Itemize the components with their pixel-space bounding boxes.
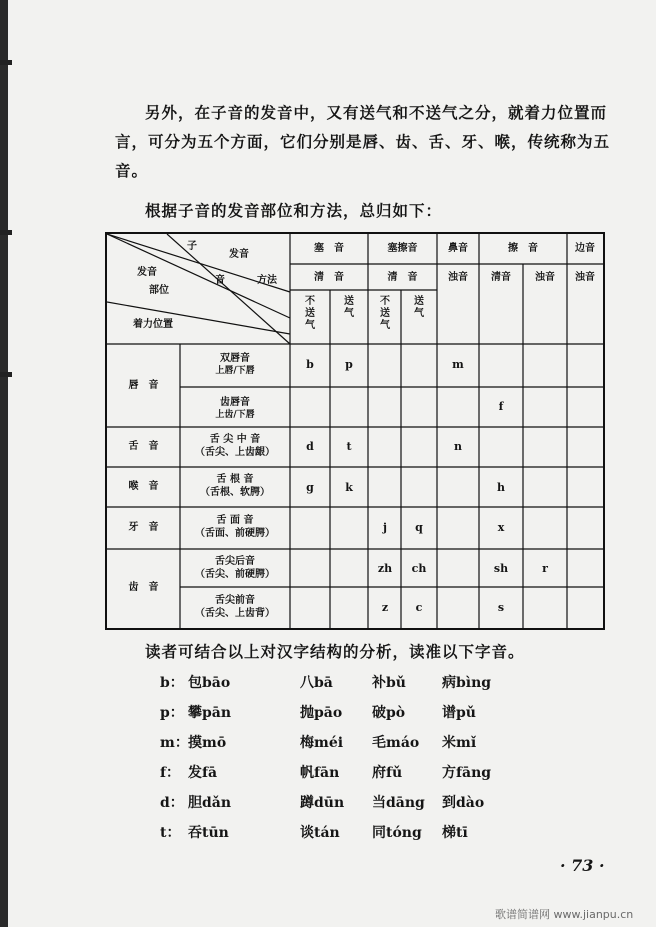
binding-mark bbox=[0, 372, 12, 377]
aspiration-aspirated-2: 送气 bbox=[414, 296, 424, 319]
place-sub: （舌尖、上齿背） bbox=[195, 608, 275, 619]
letter-b: b bbox=[306, 358, 314, 371]
example-word: 帆fān bbox=[300, 765, 340, 781]
header-lateral: 边音 bbox=[575, 243, 595, 254]
example-word: 到dào bbox=[442, 795, 485, 811]
sub-voiced-nasal: 浊音 bbox=[448, 272, 468, 283]
corner-fayin: 发音 bbox=[229, 249, 249, 260]
place-palatal bbox=[180, 514, 290, 540]
group-throat: 喉 音 bbox=[128, 481, 159, 492]
place-sub: （舌尖、上齿龈） bbox=[195, 447, 275, 458]
place-bilabial bbox=[180, 352, 290, 378]
letter-ch: ch bbox=[411, 562, 427, 575]
example-letter: b： bbox=[160, 675, 184, 691]
place-main: 双唇音 bbox=[220, 353, 250, 364]
example-word: 发fā bbox=[188, 765, 218, 781]
aspiration-unaspirated-1: 不送气 bbox=[305, 296, 315, 331]
example-word: 吞tūn bbox=[188, 825, 229, 841]
letter-s: s bbox=[497, 601, 505, 614]
place-velar bbox=[180, 473, 290, 499]
example-word: 梯tī bbox=[442, 825, 468, 841]
place-retroflex bbox=[180, 555, 290, 581]
letter-f: f bbox=[498, 400, 504, 413]
binding-edge bbox=[0, 0, 8, 927]
intro-paragraph: 另外，在子音的发音中，又有送气和不送气之分，就着力位置而言，可分为五个方面，它们分别是唇、齿、舌、牙、喉，传统称为五音。 bbox=[115, 103, 611, 180]
example-letter: d： bbox=[160, 795, 184, 811]
example-word: 胆dǎn bbox=[188, 795, 232, 811]
example-word: 谈tán bbox=[300, 825, 340, 841]
reader-instruction: 读者可结合以上对汉字结构的分析，读准以下字音。 bbox=[145, 642, 525, 661]
corner-yin: 音 bbox=[215, 275, 225, 286]
letter-n: n bbox=[454, 440, 462, 453]
example-word: 病bìng bbox=[442, 675, 492, 691]
example-letter: f： bbox=[160, 765, 181, 781]
corner-zhuoli: 着力位置 bbox=[133, 319, 173, 330]
place-main: 舌尖前音 bbox=[215, 595, 255, 606]
corner-fangfa: 方法 bbox=[257, 275, 277, 286]
example-word: 破pò bbox=[372, 705, 406, 721]
example-word: 谱pǔ bbox=[442, 705, 476, 721]
example-word: 包bāo bbox=[188, 675, 231, 691]
example-word: 攀pān bbox=[188, 705, 232, 721]
group-teeth: 齿 音 bbox=[128, 582, 159, 593]
example-letter: m： bbox=[160, 735, 189, 751]
place-main: 舌 面 音 bbox=[216, 515, 254, 526]
place-apical-mid bbox=[180, 433, 290, 459]
place-dental bbox=[180, 594, 290, 620]
letter-sh: sh bbox=[493, 562, 509, 575]
header-plosive: 塞 音 bbox=[314, 243, 344, 254]
place-sub: （舌尖、前硬腭） bbox=[195, 569, 275, 580]
place-sub: 上唇/下唇 bbox=[215, 366, 255, 376]
letter-p: p bbox=[345, 358, 353, 371]
letter-x: x bbox=[497, 521, 505, 534]
example-word: 米mǐ bbox=[442, 735, 477, 751]
letter-h: h bbox=[497, 481, 505, 494]
sub-voiceless-plosive: 清 音 bbox=[314, 272, 344, 283]
sub-voiceless-fricative: 清音 bbox=[491, 272, 511, 283]
place-main: 舌 尖 中 音 bbox=[209, 434, 261, 445]
binding-mark bbox=[0, 60, 12, 65]
letter-k: k bbox=[345, 481, 353, 494]
example-word: 同tóng bbox=[372, 825, 422, 841]
place-sub: （舌面、前硬腭） bbox=[195, 528, 275, 539]
header-nasal: 鼻音 bbox=[448, 243, 468, 254]
watermark: 歌谱简谱网 www.jianpu.cn bbox=[495, 908, 634, 921]
group-molar: 牙 音 bbox=[128, 522, 159, 533]
example-word: 梅méi bbox=[300, 735, 344, 751]
sub-voiced-lateral: 浊音 bbox=[575, 272, 595, 283]
letter-j: j bbox=[383, 521, 387, 534]
letter-z: z bbox=[381, 601, 389, 614]
example-word: 府fǔ bbox=[372, 765, 403, 781]
letter-d: d bbox=[306, 440, 314, 453]
place-sub: 上齿/下唇 bbox=[215, 410, 255, 420]
letter-zh: zh bbox=[377, 562, 393, 575]
letter-g: g bbox=[306, 481, 314, 494]
example-word: 摸mō bbox=[188, 735, 227, 751]
header-fricative: 擦 音 bbox=[508, 243, 538, 254]
sub-voiceless-affricate: 清 音 bbox=[387, 272, 418, 283]
group-tongue: 舌 音 bbox=[128, 441, 159, 452]
corner-buwei: 部位 bbox=[149, 285, 169, 296]
example-word: 八bā bbox=[300, 675, 333, 691]
letter-t: t bbox=[346, 440, 352, 453]
example-word: 当dāng bbox=[372, 795, 425, 811]
example-word: 方fāng bbox=[442, 765, 492, 781]
letter-q: q bbox=[415, 521, 423, 534]
sub-voiced-fricative: 浊音 bbox=[535, 272, 555, 283]
place-labiodental bbox=[180, 396, 290, 422]
place-main: 舌 根 音 bbox=[216, 474, 254, 485]
place-main: 舌尖后音 bbox=[215, 556, 255, 567]
example-word: 抛pāo bbox=[300, 705, 343, 721]
letter-c: c bbox=[415, 601, 423, 614]
group-lip: 唇 音 bbox=[128, 380, 159, 391]
aspiration-aspirated-1: 送气 bbox=[344, 296, 354, 319]
place-main: 齿唇音 bbox=[220, 397, 250, 408]
example-word: 毛máo bbox=[372, 735, 420, 751]
binding-mark bbox=[0, 230, 12, 235]
corner-zi: 子 bbox=[187, 241, 197, 252]
example-letter: p： bbox=[160, 705, 184, 721]
letter-m: m bbox=[452, 358, 464, 371]
example-letter: t： bbox=[160, 825, 181, 841]
example-word: 补bǔ bbox=[372, 675, 406, 691]
page-number: · 73 · bbox=[560, 856, 605, 875]
corner-fayin-2: 发音 bbox=[137, 267, 157, 278]
letter-r: r bbox=[542, 562, 548, 575]
aspiration-unaspirated-2: 不送气 bbox=[380, 296, 390, 331]
consonant-table bbox=[105, 232, 605, 630]
example-word: 蹲dūn bbox=[300, 795, 345, 811]
header-affricate: 塞擦音 bbox=[387, 243, 418, 254]
place-sub: （舌根、软腭） bbox=[200, 487, 270, 498]
summary-line: 根据子音的发音部位和方法，总归如下： bbox=[145, 201, 443, 220]
